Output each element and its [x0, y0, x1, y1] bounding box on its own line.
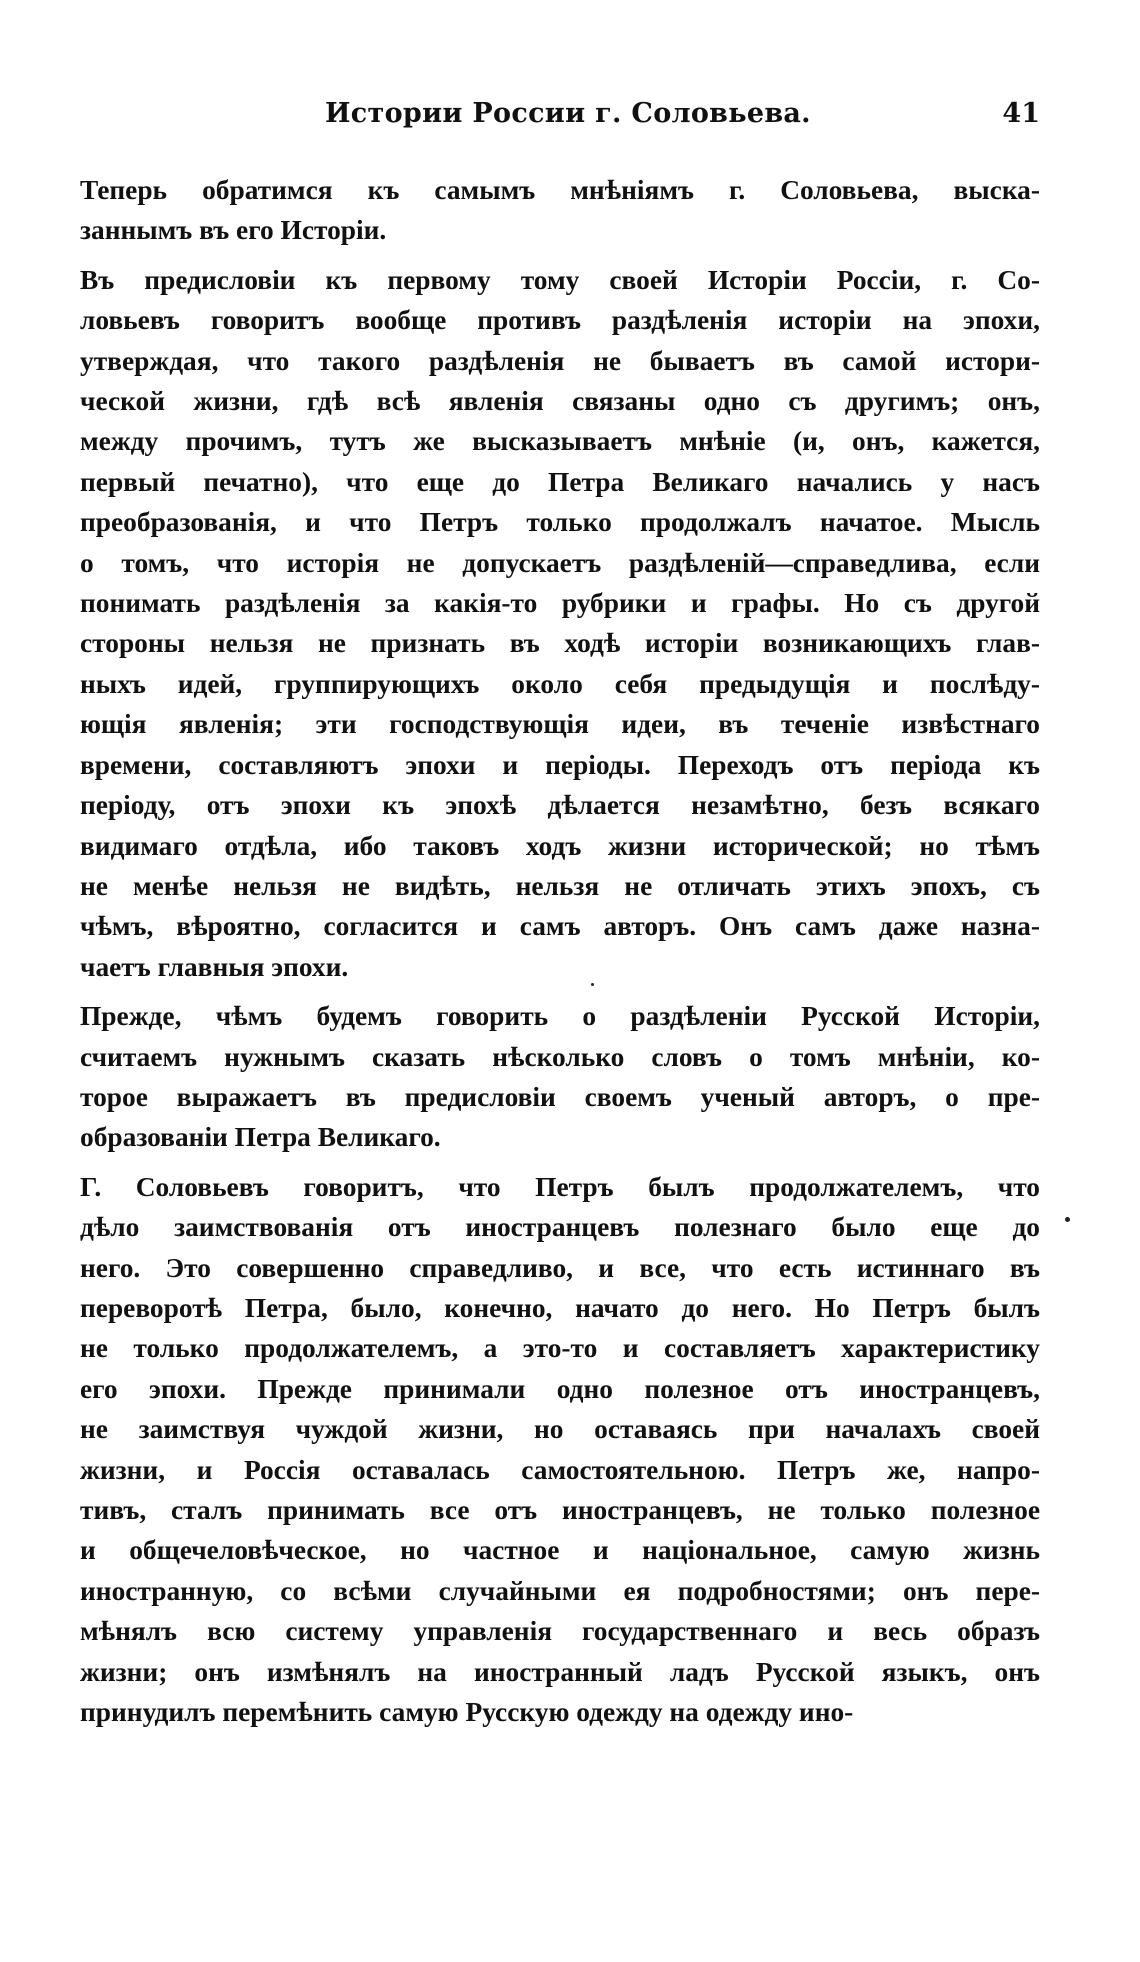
text-line: Теперь обратимся къ самымъ мнѣніямъ г. Соловьева, выска- — [80, 175, 1040, 205]
text-line: считаемъ нужнымъ сказать нѣсколько словъ о томъ мнѣніи, ко- — [80, 1041, 1040, 1072]
text-line: чаетъ главныя эпохи. — [80, 951, 349, 982]
text-line: и общечеловѣческое, но частное и національное, самую жизнь — [80, 1535, 1040, 1566]
text-line: ловьевъ говоритъ вообще противъ раздѣленія исторіи на эпохи, — [80, 305, 1040, 336]
text-line: жизни, и Россія оставалась самостоятельною. Петръ же, напро- — [80, 1454, 1040, 1485]
body-text — [80, 170, 1040, 1741]
text-line: жизни; онъ измѣнялъ на иностранный ладъ Русской языкъ, онъ — [80, 1656, 1040, 1687]
page-number: 41 — [1002, 98, 1040, 129]
text-line: о томъ, что исторія не допускаетъ раздѣленій—справедлива, если — [80, 547, 1040, 578]
text-line: не менѣе нельзя не видѣть, нельзя не отличать этихъ эпохъ, съ — [80, 870, 1040, 901]
running-head — [80, 98, 1040, 138]
text-line: не заимствуя чуждой жизни, но оставаясь при началахъ своей — [80, 1414, 1040, 1445]
text-line: его эпохи. Прежде принимали одно полезное отъ иностранцевъ, — [80, 1373, 1040, 1404]
text-line: утверждая, что такого раздѣленія не бываетъ въ самой истори- — [80, 345, 1040, 376]
text-line: Въ предисловіи къ первому тому своей Исторіи Россіи, г. Со- — [80, 264, 1040, 295]
text-line: первый печатно), что еще до Петра Великаго начались у насъ — [80, 466, 1040, 497]
text-line: ющія явленія; эти господствующія идеи, въ теченіе извѣстнаго — [80, 709, 1040, 740]
text-line: иностранную, со всѣми случайными ея подробностями; онъ пере- — [80, 1575, 1040, 1606]
text-line: періоду, отъ эпохи къ эпохѣ дѣлается незамѣтно, безъ всякаго — [80, 790, 1040, 821]
print-speck — [591, 983, 594, 986]
text-line: тивъ, сталъ принимать все отъ иностранцевъ, не только полезное — [80, 1495, 1040, 1525]
text-line: чѣмъ, вѣроятно, согласится и самъ авторъ. Онъ самъ даже назна- — [80, 911, 1040, 942]
text-line: ныхъ идей, группирующихъ около себя предыдущія и послѣду- — [80, 668, 1040, 699]
text-line: принудилъ перемѣнить самую Русскую одежду на одежду ино- — [80, 1697, 854, 1728]
text-line: заннымъ въ его Исторіи. — [80, 215, 387, 246]
paragraph — [80, 1167, 1040, 1733]
text-line: образованіи Петра Великаго. — [80, 1122, 441, 1153]
paragraph — [80, 170, 1040, 251]
text-line: видимаго отдѣла, ибо таковъ ходъ жизни исторической; но тѣмъ — [80, 830, 1040, 861]
text-line: дѣло заимствованія отъ иностранцевъ полезнаго было еще до — [80, 1212, 1040, 1243]
text-line: времени, составляютъ эпохи и періоды. Переходъ отъ періода къ — [80, 749, 1040, 780]
paragraph — [80, 996, 1040, 1158]
text-line: ческой жизни, гдѣ всѣ явленія связаны одно съ другимъ; онъ, — [80, 386, 1040, 417]
text-line: преобразованія, и что Петръ только продолжалъ начатое. Мысль — [80, 507, 1040, 538]
text-line: Прежде, чѣмъ будемъ говорить о раздѣленіи Русской Исторіи, — [80, 1001, 1040, 1032]
text-line: переворотѣ Петра, было, конечно, начато до него. Но Петръ былъ — [80, 1292, 1040, 1323]
text-line: Г. Соловьевъ говоритъ, что Петръ былъ продолжателемъ, что — [80, 1171, 1040, 1202]
text-line: мѣнялъ всю систему управленія государственнаго и весь образъ — [80, 1616, 1040, 1647]
text-line: понимать раздѣленія за какія-то рубрики и графы. Но съ другой — [80, 588, 1040, 619]
text-line: торое выражаетъ въ предисловіи своемъ ученый авторъ, о пре- — [80, 1081, 1040, 1112]
print-speck — [1065, 1217, 1070, 1222]
paragraph — [80, 260, 1040, 987]
running-head-title: Истории России г. Соловьева. — [325, 98, 811, 129]
text-line: не только продолжателемъ, а это-то и составляетъ характеристику — [80, 1333, 1040, 1364]
text-line: между прочимъ, тутъ же высказываетъ мнѣніе (и, онъ, кажется, — [80, 426, 1040, 457]
text-line: стороны нельзя не признать въ ходѣ исторіи возникающихъ глав- — [80, 628, 1040, 659]
text-line: него. Это совершенно справедливо, и все, что есть истиннаго въ — [80, 1252, 1040, 1283]
